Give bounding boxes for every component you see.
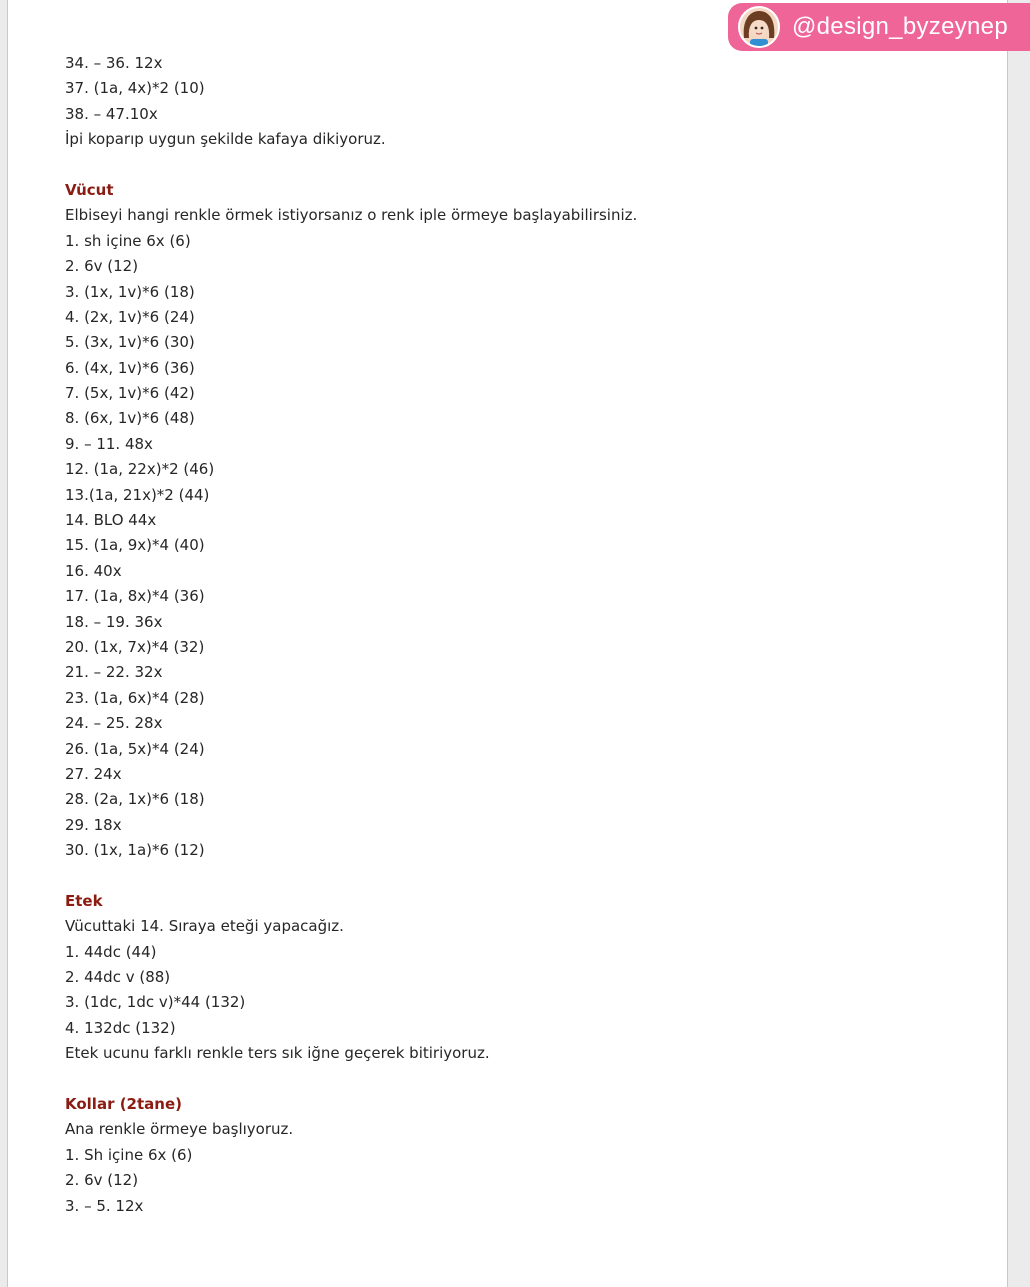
section-heading: Etek	[65, 891, 103, 910]
sections-block	[65, 153, 965, 1219]
pattern-line: 16. 40x	[65, 561, 122, 580]
avatar	[738, 6, 780, 48]
pattern-line: 8. (6x, 1v)*6 (48)	[65, 409, 195, 428]
pattern-line: 24. – 25. 28x	[65, 714, 163, 733]
pattern-line: 29. 18x	[65, 815, 122, 834]
pattern-line: 4. 132dc (132)	[65, 1018, 176, 1037]
pattern-line: 28. (2a, 1x)*6 (18)	[65, 790, 205, 809]
pattern-line: 1. 44dc (44)	[65, 942, 157, 961]
pattern-line: 1. Sh içine 6x (6)	[65, 1145, 193, 1164]
pattern-line: 18. – 19. 36x	[65, 612, 163, 631]
pattern-line: Vücuttaki 14. Sıraya eteği yapacağız.	[65, 917, 344, 936]
pattern-line: 26. (1a, 5x)*4 (24)	[65, 739, 205, 758]
pattern-line: 27. 24x	[65, 764, 122, 783]
intro-block	[65, 51, 965, 153]
section-spacer	[65, 1067, 965, 1092]
pattern-line: 5. (3x, 1v)*6 (30)	[65, 333, 195, 352]
pattern-line: 4. (2x, 1v)*6 (24)	[65, 307, 195, 326]
watermark-handle: @design_byzeynep	[792, 13, 1008, 40]
pattern-line: 20. (1x, 7x)*4 (32)	[65, 637, 205, 656]
pattern-line: 3. – 5. 12x	[65, 1196, 144, 1215]
pattern-line: 2. 44dc v (88)	[65, 968, 171, 987]
pattern-line: 2. 6v (12)	[65, 257, 139, 276]
pattern-line: 34. – 36. 12x	[65, 54, 163, 72]
pattern-line: 3. (1dc, 1dc v)*44 (132)	[65, 993, 246, 1012]
section-spacer	[65, 864, 965, 889]
pattern-line: 17. (1a, 8x)*4 (36)	[65, 587, 205, 606]
pattern-line: 38. – 47.10x	[65, 104, 158, 123]
watermark-badge	[728, 3, 1030, 51]
pattern-line: 6. (4x, 1v)*6 (36)	[65, 358, 195, 377]
pattern-line: 9. – 11. 48x	[65, 434, 153, 453]
pattern-line: 1. sh içine 6x (6)	[65, 231, 191, 250]
pattern-line: Etek ucunu farklı renkle ters sık iğne geçerek bitiriyoruz.	[65, 1044, 490, 1063]
pattern-line: 13.(1a, 21x)*2 (44)	[65, 485, 210, 504]
section-spacer	[65, 153, 965, 178]
pattern-text	[65, 51, 965, 1219]
pattern-line: 21. – 22. 32x	[65, 663, 163, 682]
pattern-line: 7. (5x, 1v)*6 (42)	[65, 384, 195, 403]
pattern-line: Ana renkle örmeye başlıyoruz.	[65, 1120, 294, 1139]
pattern-line: 30. (1x, 1a)*6 (12)	[65, 841, 205, 860]
document-page	[7, 0, 1008, 1287]
pattern-line: 14. BLO 44x	[65, 511, 157, 530]
section-heading: Vücut	[65, 180, 114, 199]
pattern-line: 15. (1a, 9x)*4 (40)	[65, 536, 205, 555]
pattern-line: İpi koparıp uygun şekilde kafaya dikiyoruz.	[65, 130, 386, 149]
pattern-line: 12. (1a, 22x)*2 (46)	[65, 460, 215, 479]
avatar-icon	[740, 8, 778, 46]
pattern-line: 2. 6v (12)	[65, 1171, 139, 1190]
section-heading: Kollar (2tane)	[65, 1095, 182, 1114]
pattern-line: 37. (1a, 4x)*2 (10)	[65, 79, 205, 98]
pattern-line: 23. (1a, 6x)*4 (28)	[65, 688, 205, 707]
pattern-line: Elbiseyi hangi renkle örmek istiyorsanız o renk iple örmeye başlayabilirsiniz.	[65, 206, 638, 225]
pattern-line: 3. (1x, 1v)*6 (18)	[65, 282, 195, 301]
